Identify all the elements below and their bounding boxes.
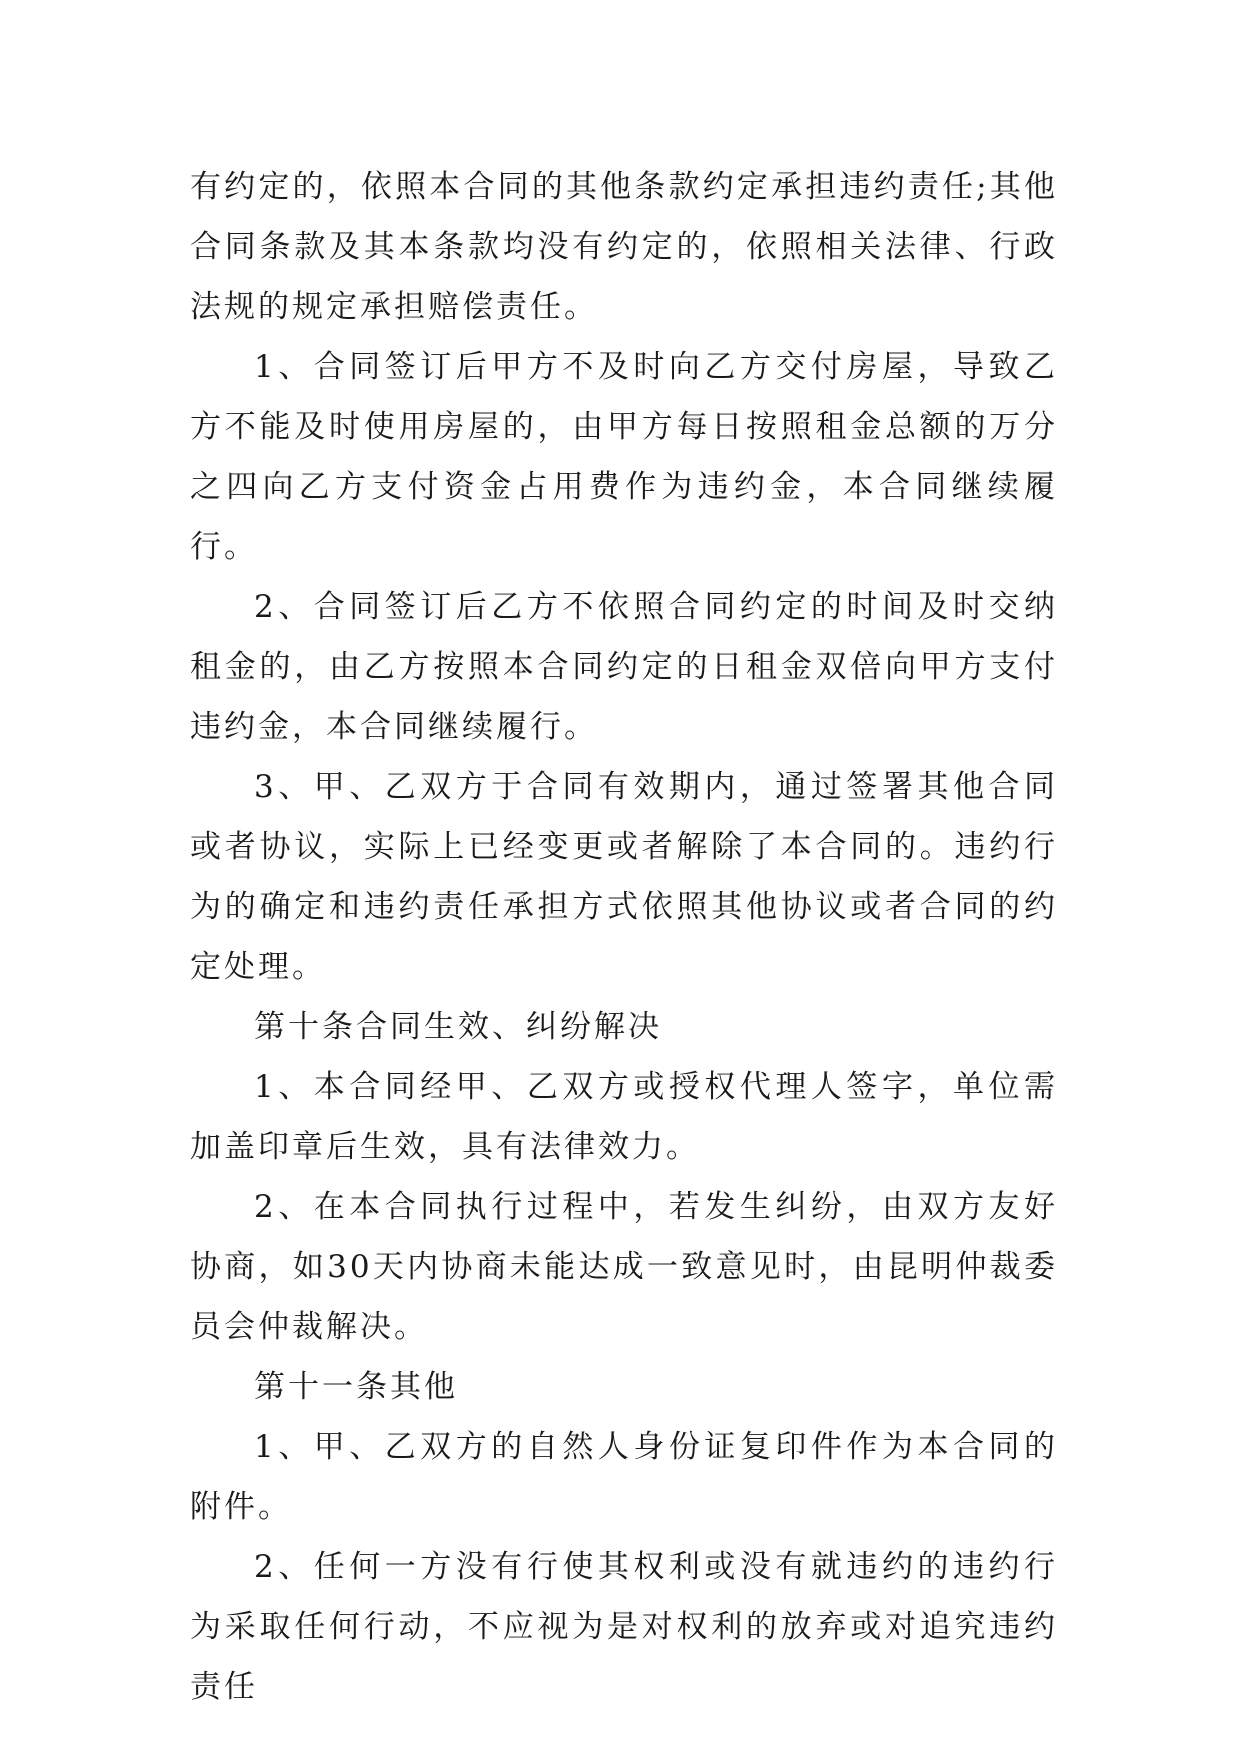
paragraph-clause-1: 1、合同签订后甲方不及时向乙方交付房屋，导致乙方不能及时使用房屋的，由甲方每日按照租金总额的万分之四向乙方支付资金占用费作为违约金，本合同继续履行。 bbox=[190, 349, 1058, 565]
paragraph-article-11-item-2: 2、任何一方没有行使其权利或没有就违约的违约行为采取任何行动，不应视为是对权利的放弃或对追究违约责任 bbox=[190, 1549, 1058, 1705]
paragraph-clause-2: 2、合同签订后乙方不依照合同约定的时间及时交纳租金的，由乙方按照本合同约定的日租金双倍向甲方支付违约金，本合同继续履行。 bbox=[190, 589, 1058, 745]
paragraph-continuation: 有约定的，依照本合同的其他条款约定承担违约责任;其他合同条款及其本条款均没有约定的，依照相关法律、行政法规的规定承担赔偿责任。 bbox=[190, 169, 1058, 325]
paragraph-article-11-item-1: 1、甲、乙双方的自然人身份证复印件作为本合同的附件。 bbox=[190, 1429, 1058, 1525]
section-heading-article-10: 第十条合同生效、纠纷解决 bbox=[254, 1009, 662, 1045]
document-body bbox=[190, 157, 1058, 1717]
paragraph-article-10-item-1: 1、本合同经甲、乙双方或授权代理人签字，单位需加盖印章后生效，具有法律效力。 bbox=[190, 1069, 1058, 1165]
paragraph-article-10-item-2: 2、在本合同执行过程中，若发生纠纷，由双方友好协商，如30天内协商未能达成一致意见时，由昆明仲裁委员会仲裁解决。 bbox=[190, 1189, 1058, 1345]
section-heading-article-11: 第十一条其他 bbox=[254, 1369, 458, 1405]
paragraph-clause-3: 3、甲、乙双方于合同有效期内，通过签署其他合同或者协议，实际上已经变更或者解除了本合同的。违约行为的确定和违约责任承担方式依照其他协议或者合同的约定处理。 bbox=[190, 769, 1058, 985]
